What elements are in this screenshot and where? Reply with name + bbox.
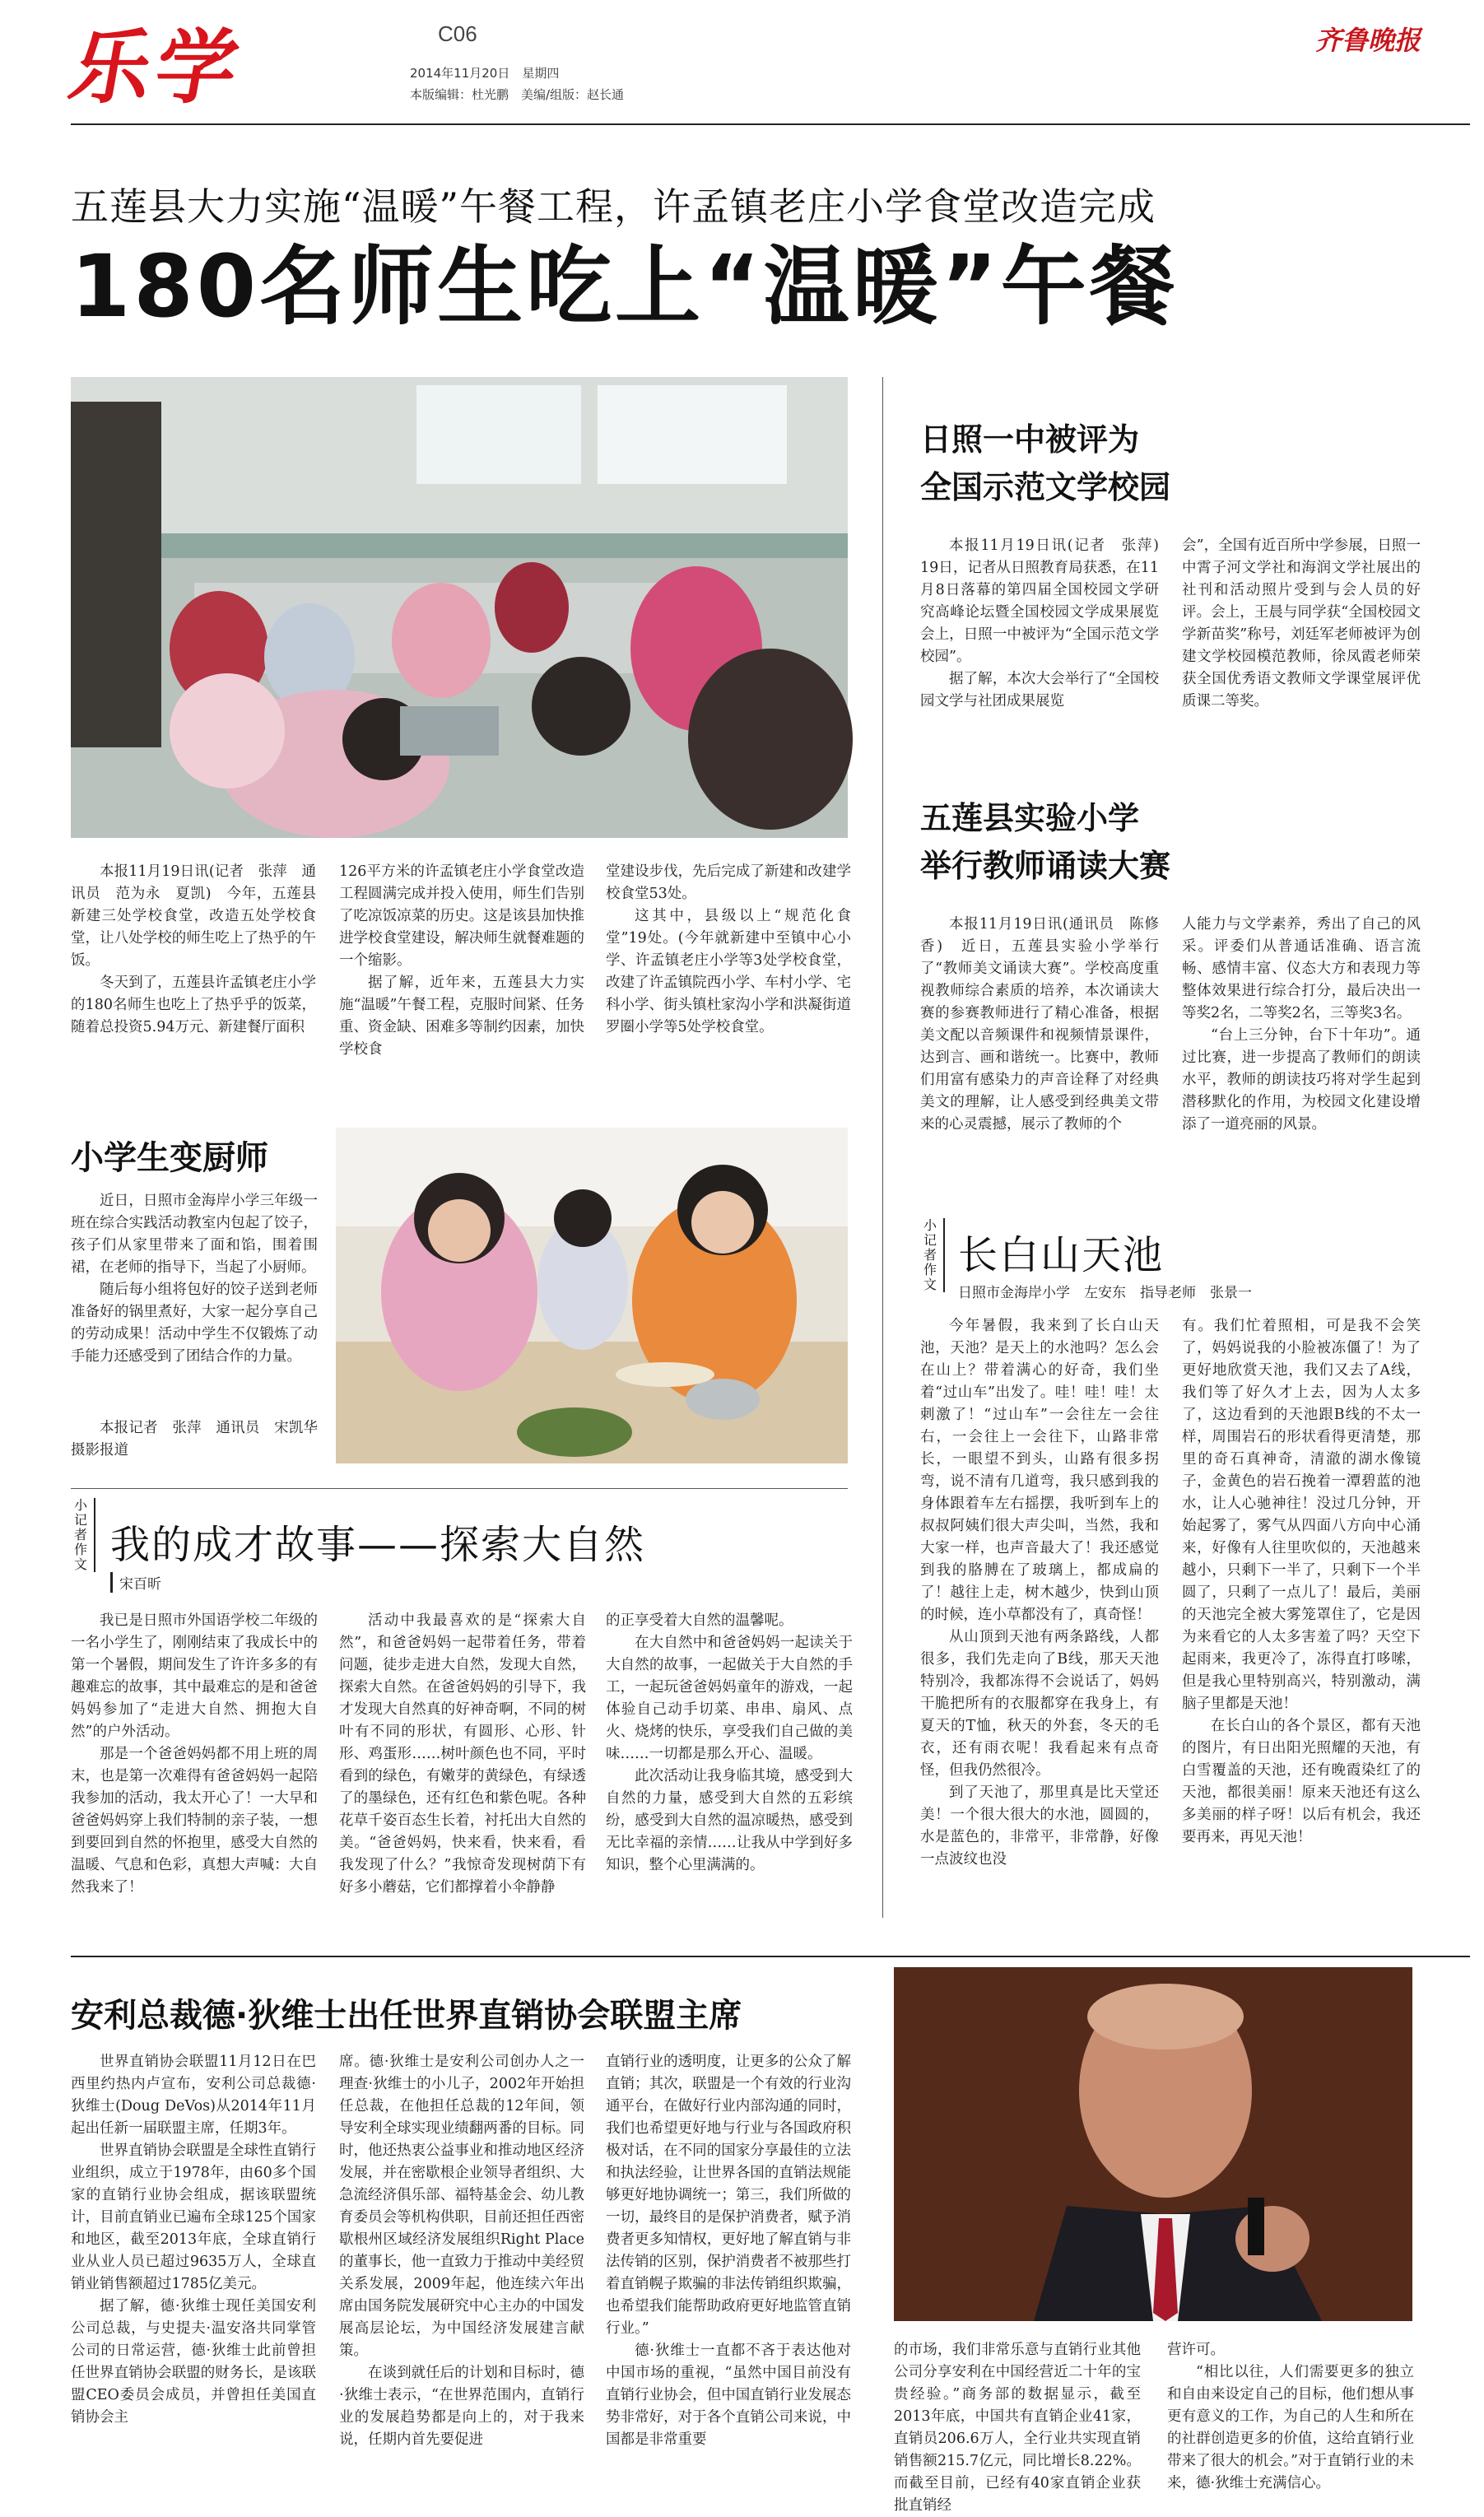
chef-divider [71, 1488, 848, 1489]
issue-date: 2014年11月20日 星期四 [410, 66, 560, 81]
bottom-section-rule [71, 1956, 1470, 1957]
amway-portrait [894, 1967, 1412, 2321]
rizhao-headline: 日照一中被评为 全国示范文学校园 [920, 421, 1171, 505]
lead-column-3: 堂建设步伐，先后完成了新建和改建学校食堂53处。 这其中，县级以上“规范化食堂”19处。(今年就新建中至镇中心小学、许孟镇老庄小学等3处学校食堂，改建了许孟镇院西小学、车村小学、宅科小学、街头镇杜家沟小学和洪凝街道罗圈小学等5处学校食堂。 [606, 863, 851, 1035]
amway-column-5: 营许可。 “相比以往，人们需要更多的独立和自由来设定自己的目标，他们想从事更有意义的工作，为自己的人生和所在的社群创造更多的价值，这给直销行业带来了很大的机会。”对于直销行业的未来，德·狄维士充满信心。 [1167, 2342, 1414, 2491]
masthead-meta [410, 63, 624, 105]
tianchi-badge: 小记者作文 [920, 1218, 945, 1292]
rizhao-column-1: 本报11月19日讯(记者 张萍) 19日，记者从日照教育局获悉，在11月8日落幕的第四届全国校园文学研究高峰论坛暨全国校园文学成果展览会上，日照一中被评为“全国示范文学校园”。 据了解，本次大会举行了“全国校园文学与社团成果展览 [920, 537, 1174, 710]
nature-author: 宋百昕 [110, 1572, 161, 1593]
chef-headline: 小学生变厨师 [71, 1139, 268, 1177]
wulian-headline: 五莲县实验小学 举行教师诵读大赛 [920, 800, 1171, 884]
nature-badge: 小记者作文 [71, 1498, 95, 1572]
masthead-rule [71, 123, 1470, 125]
editor-credits: 本版编辑：杜光鹏 美编/组版：赵长通 [410, 87, 625, 102]
page-number: C06 [438, 21, 477, 46]
lead-column-2: 126平方米的许孟镇老庄小学食堂改造工程圆满完成并投入使用，师生们告别了吃凉饭凉菜的历史。这是该县加快推进学校食堂建设，解决师生就餐难题的一个缩影。 据了解，近年来，五莲县大力实施“温暖”午餐工程，克服时间紧、任务重、资金缺、困难多等制约因素，加快学校食 [339, 863, 584, 1058]
amway-column-1: 世界直销协会联盟11月12日在巴西里约热内卢宣布，安利公司总裁德·狄维士(Doug DeVos)从2014年11月起出任新一届联盟主席，任期3年。 世界直销协会联盟是全球性直销行业组织，成立于1978年，由60多个国家的直销行业协会组成，据该联盟统计，目前直销业已遍布全球125个国家和地区，截至2013年底，全球直销行业从业人员已超过9635万人，全球直销业销售额超过1785亿美元。 据了解，德·狄维士现任美国安利公司总裁，与史提夫·温安洛共同掌管公司的日常运营，德·狄维士此前曾担任世界直销协会联盟的财务长，是该联盟CEO委员会成员，并曾担任美国直销协会主 [71, 2054, 316, 2426]
chef-body: 近日，日照市金海岸小学三年级一班在综合实践活动教室内包起了饺子，孩子们从家里带来了面和馅，围着围裙，在老师的指导下，当起了小厨师。 随后每小组将包好的饺子送到老师准备好的锅里煮好，大家一起分享自己的劳动成果！活动中学生不仅锻炼了动手能力还感受到了团结合作的力量。 [71, 1193, 318, 1365]
chef-credit: 本报记者 张萍 通讯员 宋凯华 摄影报道 [71, 1420, 333, 1459]
amway-column-3: 直销行业的透明度，让更多的公众了解直销；其次，联盟是一个有效的行业沟通平台，在做好行业内部沟通的同时，我们也希望更好地与行业与各国政府积极对话，在不同的国家分享最佳的立法和执法经验，让世界各国的直销法规能够更好地协调统一；第三，我们所做的一切，最终目的是保护消费者，赋予消费者更多知情权，更好地了解直销与非法传销的区别，保护消费者不被那些打着直销幌子欺骗的非法传销组织欺骗，也希望我们能帮助政府更好地监管直销行业。” 德·狄维士一直都不吝于表达他对中国市场的重视，“虽然中国目前没有直销行业协会，但中国直销行业发展态势非常好，对于各个直销公司来说，中国都是非常重要 [606, 2054, 851, 2448]
lead-headline: 180名师生吃上“温暖”午餐 [71, 236, 1179, 337]
chef-photo [336, 1128, 848, 1463]
nature-column-2: 活动中我最喜欢的是“探索大自然”，和爸爸妈妈一起带着任务，带着问题，徒步走进大自然，发现大自然，探索大自然。在爸爸妈妈的引导下，我才发现大自然真的好神奇啊，不同的树叶有不同的形状，有圆形、心形、针形、鸡蛋形……树叶颜色也不同，平时看到的绿色，有嫩芽的黄绿色，有绿透了的墨绿色，还有红色和紫色呢。各种花草千姿百态生长着，衬托出大自然的美。“爸爸妈妈，快来看，快来看，看我发现了什么？”我惊奇发现树荫下有好多小蘑菇，它们都撑着小伞静静 [339, 1612, 586, 1896]
rizhao-column-2: 会”，全国有近百所中学参展，日照一中霄子河文学社和海润文学社展出的社刊和活动照片受到与会人员的好评。会上，王晨与同学获“全国校园文学新苗奖”称号，刘廷军老师被评为创建文学校园模范教师，徐凤霞老师荣获全国优秀语文教师文学课堂展评优质课二等奖。 [1182, 537, 1421, 710]
nature-headline: 我的成才故事——探索大自然 [110, 1522, 646, 1568]
wulian-column-1: 本报11月19日讯(通讯员 陈修香) 近日，五莲县实验小学举行了“教师美文诵读大赛”。学校高度重视教师综合素质的培养，本次诵读大赛的参赛教师进行了精心准备，根据美文配以音频课件和视频情景课件，达到言、画和谐统一。比赛中，教师们用富有感染力的声音诠释了对经典美文的理解，让人感受到经典美文带来的心灵震撼，展示了教师的个 [920, 916, 1159, 1133]
tianchi-column-2: 有。我们忙着照相，可是我不会笑了，妈妈说我的小脸被冻僵了！为了更好地欣赏天池，我们又去了A线，我们等了好久才上去，因为人太多了，这边看到的天池跟B线的不太一样，周围岩石的形状看得更清楚，那里的奇石真神奇，清澈的湖水像镜子，金黄色的岩石挽着一潭碧蓝的池水，让人心驰神往！没过几分钟，开始起雾了，雾气从四面八方向中心涌来，好像有人往里吹似的，天池越来越小，只剩下一半了，只剩下一个半圆了，只剩了一点儿了！最后，美丽的天池完全被大雾笼罩住了，它是因为来看它的人太多害羞了吗？天空下起雨来，我更冷了，冻得直打哆嗦，但是我心里特别高兴，特别激动，满脑子里都是天池！ 在长白山的各个景区，都有天池的图片，有日出阳光照耀的天池，有白雪覆盖的天池，还有晚霞染红了的天池，都很美丽！原来天池还有这么多美丽的样子呀！以后有机会，我还要再来，再见天池！ [1182, 1318, 1421, 1845]
tianchi-column-1: 今年暑假，我来到了长白山天池，天池？是天上的水池吗？怎么会在山上？带着满心的好奇，我们坐着“过山车”出发了。哇！哇！哇！太刺激了！“过山车”一会往左一会往右，一会往上一会往下，山路非常长，一眼望不到头，山路有很多拐弯，说不清有几道弯，我只感到我的身体跟着车左右摇摆，我听到车上的叔叔阿姨们很大声尖叫，当然，我和大家一样，也声音最大了！我还感觉到我的胳膊在了玻璃上，都成扁的了！越往上走，树木越少，快到山顶的时候，连小草都没有了，真奇怪！ 从山顶到天池有两条路线，人都很多，我们先走向了B线，那天天池特别冷，我都冻得不会说话了，妈妈干脆把所有的衣服都穿在我身上，有夏天的T恤，秋天的外套，冬天的毛衣，还有雨衣呢！我看起来有点奇怪，但我仍然很冷。 到了天池了，那里真是比天堂还美！一个很大很大的水池，圆圆的，水是蓝色的，非常平，非常静，好像一点波纹也没 [920, 1318, 1159, 1868]
wulian-column-2: 人能力与文学素养，秀出了自己的风采。评委们从普通话准确、语言流畅、感情丰富、仪态大方和表现力等整体效果进行综合打分，最后决出一等奖2名，二等奖2名，三等奖3名。 “台上三分钟，台下十年功”。通过比赛，进一步提高了教师们的朗读水平，教师的朗读技巧将对学生起到潜移默化的作用，为校园文化建设增添了一道亮丽的风景。 [1182, 916, 1421, 1133]
lead-photo-canteen [71, 377, 848, 838]
section-logo: 乐学 [62, 21, 251, 115]
lead-column-1: 本报11月19日讯(记者 张萍 通讯员 范为永 夏凯) 今年，五莲县新建三处学校食堂，改造五处学校食堂，让八处学校的师生吃上了热乎的午饭。 冬天到了，五莲县许孟镇老庄小学的180名师生也吃上了热乎乎的饭菜，随着总投资5.94万元、新建餐厅面积 [71, 863, 316, 1035]
amway-headline: 安利总裁德·狄维士出任世界直销协会联盟主席 [71, 1997, 742, 2035]
lead-kicker: 五莲县大力实施“温暖”午餐工程，许孟镇老庄小学食堂改造完成 [71, 184, 1156, 229]
column-divider-right [882, 377, 883, 1918]
amway-column-4: 的市场，我们非常乐意与直销行业其他公司分享安利在中国经营近二十年的宝贵经验。”商务部的数据显示，截至2013年底，中国共有直销企业41家，直销员206.6万人，全行业共实现直销销售额215.7亿元，同比增长8.22%。而截至目前，已经有40家直销企业获批直销经 [894, 2342, 1141, 2514]
nature-column-3: 的正享受着大自然的温馨呢。 在大自然中和爸爸妈妈一起读关于大自然的故事，一起做关于大自然的手工，一起玩爸爸妈妈童年的游戏，一起体验自己动手切菜、串串、扇风、点火、烧烤的快乐，享受我们自己做的美味……一切都是那么开心、温暖。 此次活动让我身临其境，感受到大自然的力量，感受到大自然的五彩缤纷，感受到大自然的温凉暖热，感受到无比幸福的亲情……让我从中学到好多知识，整个心里满满的。 [606, 1612, 853, 1873]
nature-column-1: 我已是日照市外国语学校二年级的一名小学生了，刚刚结束了我成长中的第一个暑假，期间发生了许许多多的有趣难忘的故事，其中最难忘的是和爸爸妈妈参加了“走进大自然、拥抱大自然”的户外活动。 那是一个爸爸妈妈都不用上班的周末，也是第一次难得有爸爸妈妈一起陪我参加的活动，我太开心了！一大早和爸爸妈妈穿上我们特制的亲子装，一想到要回到自然的怀抱里，感受大自然的温暖、气息和色彩，真想大声喊：大自然我来了！ [71, 1612, 318, 1896]
amway-column-2: 席。德·狄维士是安利公司创办人之一理查·狄维士的小儿子，2002年开始担任总裁，在他担任总裁的12年间，领导安利全球实现业绩翻两番的目标。同时，他还热衷公益事业和推动地区经济发展，并在密歇根企业领导者组织、大急流经济俱乐部、福特基金会、幼儿教育委员会等机构供职，目前还担任西密歇根州区域经济发展组织Right Place的董事长，他一直致力于推动中美经贸关系发展，2009年起，他连续六年出席由国务院发展研究中心主办的中国发展高层论坛，为中国经济发展建言献策。 在谈到就任后的计划和目标时，德·狄维士表示，“在世界范围内，直销行业的发展趋势都是向上的，对于我来说，任期内首先要促进 [339, 2054, 584, 2448]
tianchi-byline: 日照市金海岸小学 左安东 指导老师 张景一 [958, 1285, 1252, 1301]
tianchi-headline: 长白山天池 [958, 1232, 1165, 1278]
newspaper-brand: 齐鲁晚报 [1315, 25, 1421, 56]
